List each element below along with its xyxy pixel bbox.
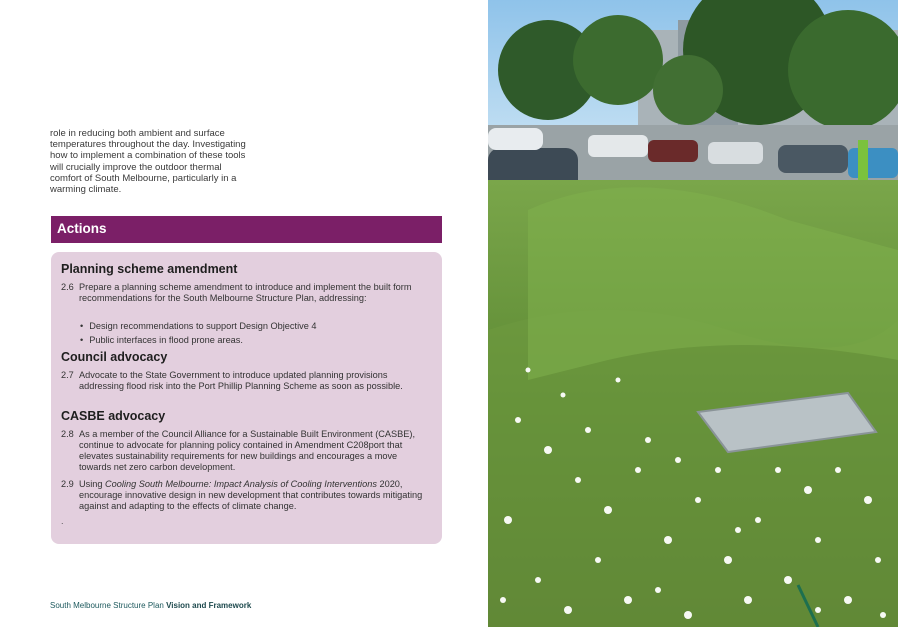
garden-photo — [488, 0, 898, 627]
actions-panel — [51, 252, 442, 544]
action-item-2-9 — [61, 479, 426, 512]
action-text: Advocate to the State Government to introduce updated planning provisions addressing flood risk into the Port Phillip Planning Scheme as soon as possible. — [79, 370, 403, 391]
action-item-2-7 — [61, 370, 426, 392]
action-item-2-8 — [61, 429, 426, 473]
garden-photo-illustration — [488, 0, 898, 627]
action-number: 2.8 — [61, 429, 74, 439]
action-number: 2.7 — [61, 370, 74, 380]
footer-plain: South Melbourne Structure Plan — [50, 601, 167, 610]
planning-heading: Planning scheme amendment — [61, 262, 238, 276]
footer-bold: Vision and Framework — [166, 601, 252, 610]
casbe-heading: CASBE advocacy — [61, 409, 166, 423]
actions-header-bar — [51, 216, 442, 243]
action-number: 2.9 — [61, 479, 74, 489]
bullet-item: • Design recommendations to support Design Objective 4 — [80, 321, 316, 332]
bullet-item: • Public interfaces in flood prone areas. — [80, 335, 243, 346]
action-text — [79, 479, 426, 512]
action-text-prefix: Using — [79, 479, 106, 489]
intro-paragraph: role in reducing both ambient and surface temperatures throughout the day. Investigating how to implement a combination of these tools will crucially improve the outdoor thermal comfort of South Melbourne, particularly in a warming climate. — [50, 128, 246, 196]
action-text-suffix: 2020, encourage innovative design in new development that contributes towards mitigating against and adapting to the effects of climate change. — [79, 479, 423, 511]
report-title: Cooling South Melbourne: Impact Analysis of Cooling Interventions — [105, 479, 377, 489]
action-number: 2.6 — [61, 282, 74, 292]
action-text: As a member of the Council Alliance for a Sustainable Built Environment (CASBE), continue to advocate for planning policy contained in Amendment C208port that elevates sustainability requirements for new buildings and encourages a move towards net zero carbon development. — [79, 429, 416, 472]
council-heading: Council advocacy — [61, 350, 168, 364]
actions-title: Actions — [57, 221, 107, 236]
trailing-dot: . — [61, 516, 64, 526]
action-item-2-6 — [61, 282, 426, 304]
footer — [50, 601, 251, 610]
action-text: Prepare a planning scheme amendment to introduce and implement the built form recommendations for the South Melbourne Structure Plan, addressing: — [79, 282, 412, 303]
